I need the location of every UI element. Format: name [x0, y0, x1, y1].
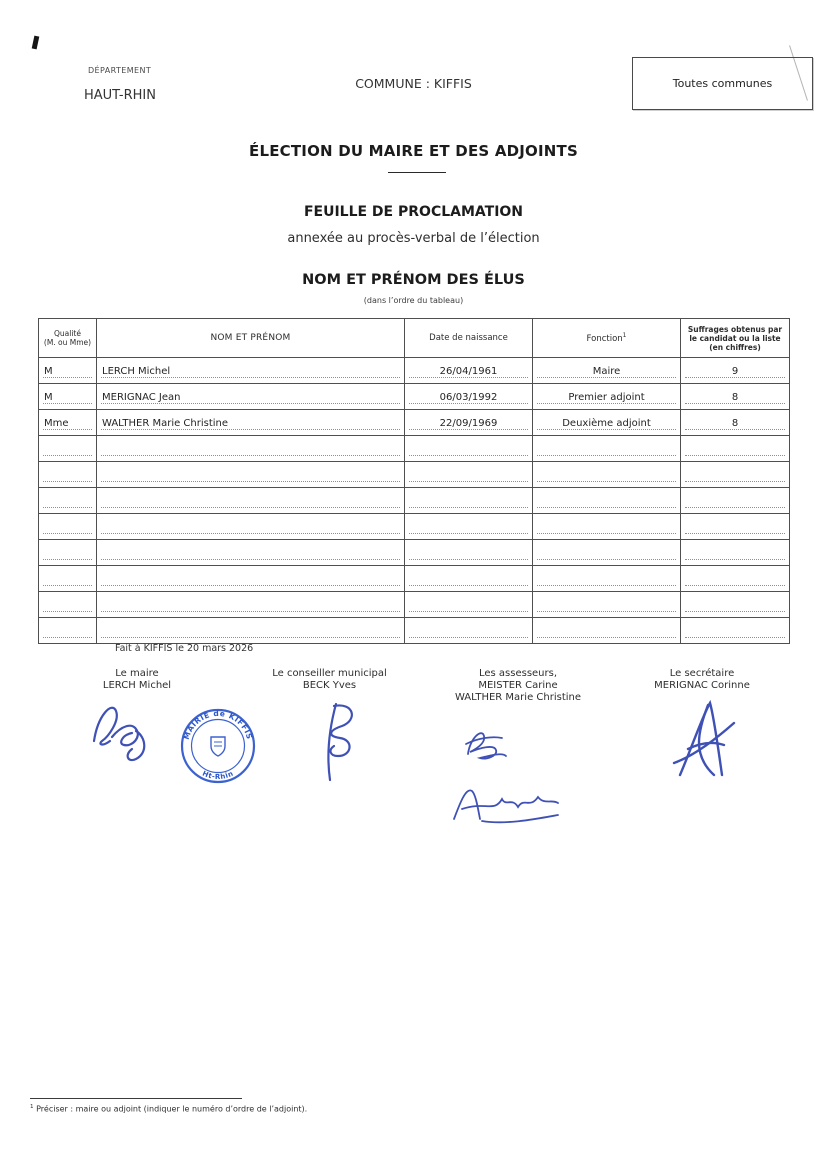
corner-box	[632, 57, 813, 110]
cell-qualite	[39, 462, 97, 488]
cell-nom	[97, 540, 405, 566]
cell-qualite	[39, 618, 97, 644]
col-header-suffrages	[681, 319, 790, 358]
value-qualite: M	[44, 366, 53, 377]
assessor1-signature-image	[458, 720, 528, 770]
cell-suffrages	[681, 618, 790, 644]
subtitle-feuille: FEUILLE DE PROCLAMATION	[303, 204, 524, 220]
value-date: 06/03/1992	[439, 392, 498, 403]
col-header-suffrages-l3: (en chiffres)	[709, 342, 761, 352]
value-fonction: Maire	[592, 366, 621, 377]
commune-line: COMMUNE : KIFFIS	[355, 76, 472, 91]
table-row-empty	[39, 462, 790, 488]
cell-suffrages	[681, 410, 790, 436]
cell-date	[405, 566, 533, 592]
mayor-role: Le maire	[115, 668, 159, 679]
col-header-date: Date de naissance	[405, 319, 533, 358]
secretary-signature-block	[632, 668, 772, 692]
title-underline	[388, 172, 446, 173]
cell-fonction	[533, 436, 681, 462]
col-header-suffrages-l1: Suffrages obtenus par	[687, 324, 783, 334]
assessor1-name: MEISTER Carine	[478, 680, 558, 691]
cell-suffrages	[681, 592, 790, 618]
mayor-signature-image	[88, 697, 178, 767]
mayor-signature-block	[72, 668, 202, 692]
col-header-fonction-sup: 1	[622, 332, 627, 340]
cell-nom	[97, 566, 405, 592]
table-row	[39, 410, 790, 436]
cell-fonction	[533, 592, 681, 618]
cell-qualite	[39, 540, 97, 566]
cell-qualite	[39, 488, 97, 514]
value-qualite: Mme	[44, 418, 69, 429]
table-row-empty	[39, 436, 790, 462]
cell-date	[405, 592, 533, 618]
cell-suffrages	[681, 462, 790, 488]
cell-fonction	[533, 488, 681, 514]
secretary-signature-image	[662, 697, 747, 782]
table-row-empty	[39, 540, 790, 566]
secretary-name: MERIGNAC Corinne	[654, 680, 750, 691]
svg-text:MAIRIE de KIFFIS	[182, 709, 255, 741]
value-suffrages: 8	[731, 392, 739, 403]
cell-qualite	[39, 566, 97, 592]
cell-date	[405, 436, 533, 462]
cell-fonction	[533, 540, 681, 566]
cell-qualite	[39, 410, 97, 436]
assessors-role: Les assesseurs,	[478, 668, 558, 679]
cell-nom	[97, 410, 405, 436]
cell-fonction	[533, 514, 681, 540]
value-qualite: M	[44, 392, 53, 403]
cell-fonction	[533, 462, 681, 488]
councilor-signature-block	[262, 668, 397, 692]
cell-date	[405, 618, 533, 644]
cell-qualite	[39, 384, 97, 410]
councilor-role: Le conseiller municipal	[272, 668, 387, 679]
cell-date	[405, 488, 533, 514]
cell-fonction	[533, 566, 681, 592]
mayor-name: LERCH Michel	[102, 680, 172, 691]
col-header-qualite-l1: Qualité	[54, 329, 81, 338]
footnote-rule	[30, 1098, 242, 1099]
cell-qualite	[39, 436, 97, 462]
councilor-signature-image	[296, 700, 371, 785]
date-place-line: Fait à KIFFIS le 20 mars 2026	[115, 643, 254, 654]
table-row-empty	[39, 488, 790, 514]
value-nom: WALTHER Marie Christine	[102, 418, 229, 429]
cell-qualite	[39, 358, 97, 384]
cell-qualite	[39, 592, 97, 618]
cell-suffrages	[681, 358, 790, 384]
cell-suffrages	[681, 488, 790, 514]
assessors-signature-block	[438, 668, 598, 704]
value-nom: MERIGNAC Jean	[102, 392, 181, 403]
stamp-arc-top-text: MAIRIE de KIFFIS	[181, 708, 255, 741]
councilor-name: BECK Yves	[302, 680, 357, 691]
corner-box-label: Toutes communes	[672, 77, 773, 90]
assessor2-name: WALTHER Marie Christine	[454, 692, 582, 703]
value-fonction: Deuxième adjoint	[562, 418, 651, 429]
subtitle-noms: NOM ET PRÉNOM DES ÉLUS	[302, 272, 525, 288]
cell-fonction	[533, 410, 681, 436]
subtitle-noms-note: (dans l’ordre du tableau)	[363, 296, 464, 305]
cell-fonction	[533, 384, 681, 410]
secretary-role: Le secrétaire	[669, 668, 735, 679]
cell-nom	[97, 592, 405, 618]
col-header-fonction-label: Fonction	[586, 333, 623, 344]
cell-nom	[97, 436, 405, 462]
table-row	[39, 384, 790, 410]
cell-date	[405, 358, 533, 384]
cell-date	[405, 410, 533, 436]
mairie-stamp	[178, 706, 258, 786]
footnote-sup: 1	[30, 1104, 34, 1110]
cell-suffrages	[681, 384, 790, 410]
cell-nom	[97, 358, 405, 384]
col-header-qualite-l2: (M. ou Mme)	[43, 338, 92, 347]
cell-suffrages	[681, 514, 790, 540]
cell-nom	[97, 384, 405, 410]
cell-date	[405, 540, 533, 566]
cell-nom	[97, 462, 405, 488]
cell-suffrages	[681, 436, 790, 462]
elected-officials-table	[38, 318, 790, 644]
col-header-suffrages-l2: le candidat ou la liste	[689, 333, 781, 343]
cell-nom	[97, 618, 405, 644]
stamp-arc-bottom-text: Ht-Rhin	[201, 769, 235, 782]
table-header-row	[39, 319, 790, 358]
department-name: HAUT-RHIN	[84, 88, 156, 103]
cell-date	[405, 462, 533, 488]
col-header-qualite	[39, 319, 97, 358]
assessor2-signature-image	[446, 775, 566, 830]
department-label: DÉPARTEMENT	[88, 66, 152, 75]
col-header-nom: NOM ET PRÉNOM	[97, 319, 405, 358]
cell-suffrages	[681, 566, 790, 592]
cell-nom	[97, 488, 405, 514]
subtitle-annexe: annexée au procès-verbal de l’élection	[287, 231, 540, 246]
cell-date	[405, 384, 533, 410]
value-date: 22/09/1969	[439, 418, 498, 429]
cell-qualite	[39, 514, 97, 540]
footnote-text: Préciser : maire ou adjoint (indiquer le numéro d’ordre de l’adjoint).	[33, 1104, 308, 1114]
cell-date	[405, 514, 533, 540]
value-nom: LERCH Michel	[102, 366, 171, 377]
footnote	[30, 1104, 307, 1114]
value-date: 26/04/1961	[439, 366, 498, 377]
cell-suffrages	[681, 540, 790, 566]
cell-fonction	[533, 618, 681, 644]
table-row-empty	[39, 592, 790, 618]
cell-fonction	[533, 358, 681, 384]
scan-artifact	[32, 36, 40, 50]
value-fonction: Premier adjoint	[568, 392, 645, 403]
value-suffrages: 8	[731, 418, 739, 429]
main-title: ÉLECTION DU MAIRE ET DES ADJOINTS	[249, 142, 578, 160]
value-suffrages: 9	[731, 366, 739, 377]
col-header-fonction	[533, 319, 681, 358]
table-row	[39, 358, 790, 384]
table-row-empty	[39, 618, 790, 644]
table-row-empty	[39, 566, 790, 592]
table-row-empty	[39, 514, 790, 540]
cell-nom	[97, 514, 405, 540]
